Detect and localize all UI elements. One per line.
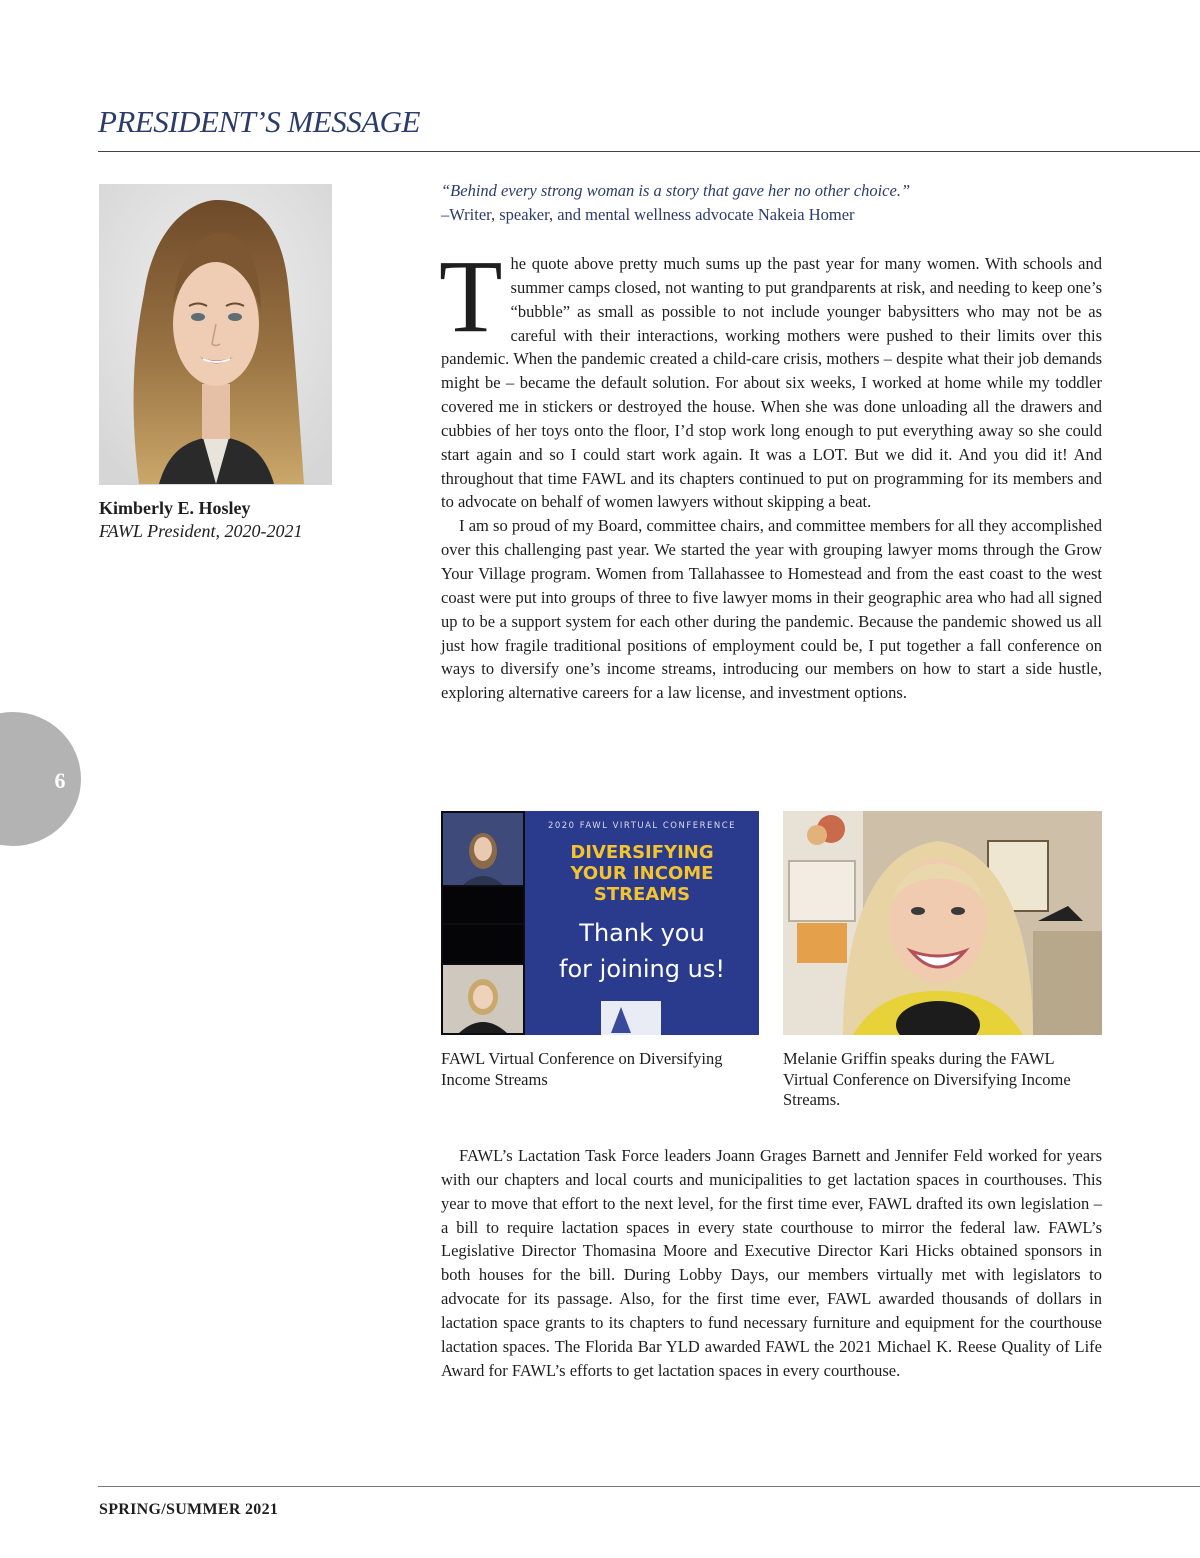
footer-divider (98, 1486, 1200, 1487)
paragraph-1-text: he quote above pretty much sums up the past year for many women. With schools and summer camps closed, not wanting to put grandparents at risk, and needing to keep one’s “bubble” as small as possible to not include younger babysitters who may not be as careful with their interactions, working mothers were pushed to their limits over this pandemic. When the pandemic created a child-care crisis, mothers – despite what their job demands might be – became the default solution. For about six weeks, I worked at home while my toddler covered me in stickers or destroyed the house. When she was done unloading all the drawers and cubbies of her toys onto the floor, I’d stop work long enough to put everything away so she could start again and so I could start work again. It was a LOT. But we did it. And you did it! And throughout that time FAWL and its chapters continued to put on programming for its members and to advocate on behalf of women lawyers without skipping a beat. (441, 254, 1102, 512)
article-body-top (439, 239, 1102, 705)
conference-title-line-2: YOUR INCOME (570, 863, 714, 884)
section-title: PRESIDENT’S MESSAGE (98, 104, 420, 139)
article-paragraph-3: FAWL’s Lactation Task Force leaders Joann Grages Barnett and Jennifer Feld worked for years with our chapters and local courts and municipalities to get lactation spaces in courthouses. This year to move that effort to the next level, for the first time ever, FAWL drafted its own legislation – a bill to require lactation spaces in every state courthouse to mirror the federal law. FAWL’s Legislative Director Thomasina Moore and Executive Director Kari Hicks obtained sponsors in both houses for the bill. During Lobby Days, our members virtually met with legislators to advocate for its passage. Also, for the first time ever, FAWL awarded thousands of dollars in lactation space grants to its chapters to fund necessary furniture and equipment for the courthouse lactation spaces. The Florida Bar YLD awarded FAWL the 2021 Michael K. Reese Quality of Life Award for FAWL’s efforts to get lactation spaces in every courthouse. (441, 1146, 1102, 1380)
conference-title-line-3: STREAMS (593, 884, 691, 905)
conference-slide-photo (441, 811, 759, 1035)
dropcap-letter: T (439, 239, 503, 354)
article-paragraph-1 (439, 239, 1102, 514)
article-body-bottom (441, 1144, 1102, 1382)
author-portrait (99, 184, 332, 485)
header-divider (98, 151, 1200, 152)
page-number: 6 (54, 768, 66, 793)
issue-footer: SPRING/SUMMER 2021 (99, 1501, 279, 1518)
conference-title-line-1: DIVERSIFYING (570, 842, 714, 863)
thanks-line-2: for joining us! (559, 955, 725, 983)
speaker-photo (783, 811, 1102, 1035)
conference-label: 2020 FAWL VIRTUAL CONFERENCE (547, 821, 737, 831)
thanks-line-1: Thank you (579, 919, 705, 947)
epigraph-attribution: –Writer, speaker, and mental wellness advocate Nakeia Homer (441, 205, 855, 224)
article-paragraph-2: I am so proud of my Board, committee chairs, and committee members for all they accomplished over this challenging past year. We started the year with grouping lawyer moms through the Grow Your Village program. Women from Tallahassee to Homestead and from the east coast to the west coast were put into groups of three to five lawyer moms in their geographic area who had all signed up to be a support system for each other during the pandemic. Because the pandemic showed us all just how fragile traditional positions of employment could be, I put together a fall conference on ways to diversify one’s income streams, introducing our members on how to start a side hustle, exploring alternative careers for a law license, and investment options. (441, 516, 1102, 703)
photo-caption-left: FAWL Virtual Conference on Diversifying Income Streams (441, 1049, 723, 1089)
photo-caption-right: Melanie Griffin speaks during the FAWL Virtual Conference on Diversifying Income Streams. (783, 1049, 1071, 1109)
author-name: Kimberly E. Hosley (99, 498, 251, 518)
epigraph-quote: “Behind every strong woman is a story that gave her no other choice.” (441, 181, 911, 200)
conference-title (525, 842, 759, 905)
author-role: FAWL President, 2020-2021 (99, 521, 303, 541)
conference-thanks (525, 915, 759, 987)
